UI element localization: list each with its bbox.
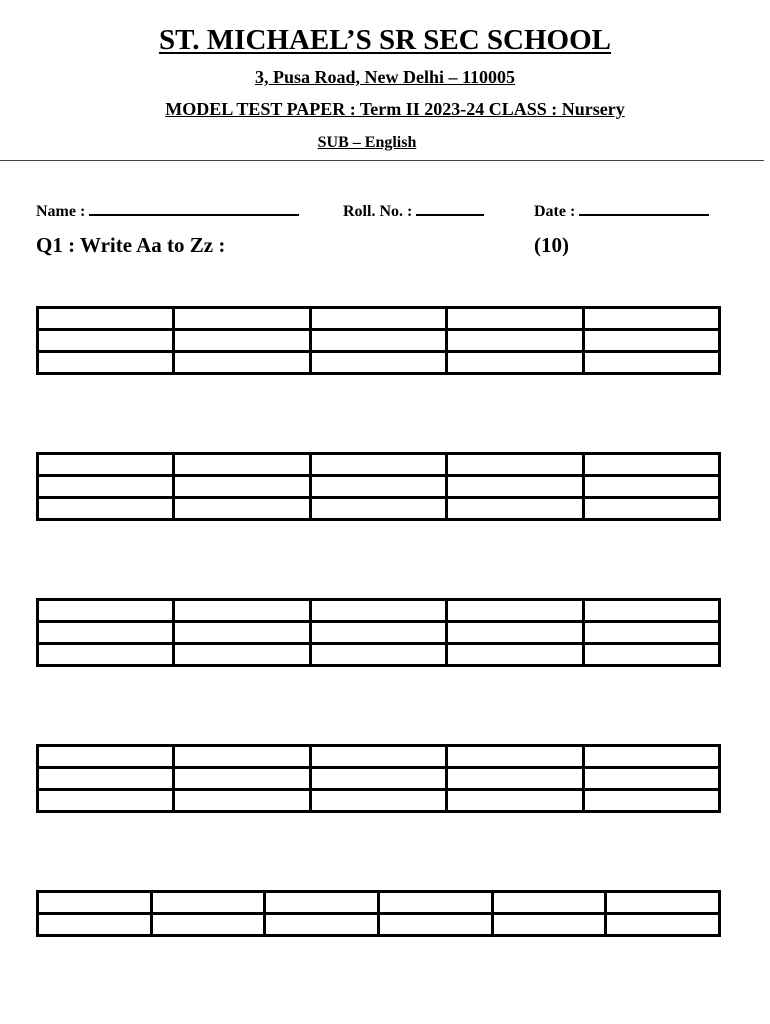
- writing-cell[interactable]: [583, 498, 719, 520]
- header-divider: [0, 160, 764, 161]
- writing-cell[interactable]: [583, 352, 719, 374]
- grid-row: [38, 768, 720, 790]
- grid-row: [38, 352, 720, 374]
- roll-label: Roll. No. :: [343, 203, 413, 220]
- grid-row: [38, 892, 720, 914]
- writing-cell[interactable]: [310, 644, 446, 666]
- writing-cell[interactable]: [583, 768, 719, 790]
- writing-cell[interactable]: [174, 498, 310, 520]
- name-blank[interactable]: [89, 200, 299, 216]
- writing-cell[interactable]: [310, 768, 446, 790]
- grid-row: [38, 476, 720, 498]
- question-text: Q1 : Write Aa to Zz :: [36, 233, 226, 257]
- writing-cell[interactable]: [583, 600, 719, 622]
- writing-cell[interactable]: [265, 914, 379, 936]
- writing-cell[interactable]: [583, 476, 719, 498]
- grid-row: [38, 308, 720, 330]
- question-marks: (10): [534, 233, 569, 257]
- writing-cell[interactable]: [583, 644, 719, 666]
- writing-cell[interactable]: [606, 914, 720, 936]
- writing-cell[interactable]: [447, 768, 583, 790]
- writing-cell[interactable]: [447, 644, 583, 666]
- answer-grid: [36, 306, 721, 375]
- writing-cell[interactable]: [310, 622, 446, 644]
- writing-cell[interactable]: [174, 622, 310, 644]
- writing-cell[interactable]: [174, 600, 310, 622]
- writing-cell[interactable]: [265, 892, 379, 914]
- writing-cell[interactable]: [447, 622, 583, 644]
- writing-cell[interactable]: [310, 308, 446, 330]
- answer-grid: [36, 598, 721, 667]
- writing-cell[interactable]: [174, 644, 310, 666]
- writing-cell[interactable]: [606, 892, 720, 914]
- writing-cell[interactable]: [447, 790, 583, 812]
- writing-cell[interactable]: [38, 914, 152, 936]
- writing-cell[interactable]: [447, 746, 583, 768]
- grid-row: [38, 644, 720, 666]
- writing-cell[interactable]: [174, 352, 310, 374]
- writing-cell[interactable]: [174, 746, 310, 768]
- grid-row: [38, 746, 720, 768]
- writing-cell[interactable]: [447, 476, 583, 498]
- roll-blank[interactable]: [416, 200, 484, 216]
- grid-row: [38, 790, 720, 812]
- writing-cell[interactable]: [38, 768, 174, 790]
- writing-cell[interactable]: [38, 352, 174, 374]
- writing-cell[interactable]: [38, 330, 174, 352]
- writing-cell[interactable]: [38, 892, 152, 914]
- writing-cell[interactable]: [38, 622, 174, 644]
- writing-cell[interactable]: [310, 330, 446, 352]
- date-blank[interactable]: [579, 200, 709, 216]
- writing-cell[interactable]: [447, 330, 583, 352]
- writing-cell[interactable]: [310, 498, 446, 520]
- answer-grid: [36, 452, 721, 521]
- writing-cell[interactable]: [583, 454, 719, 476]
- writing-cell[interactable]: [583, 790, 719, 812]
- writing-cell[interactable]: [378, 914, 492, 936]
- roll-field[interactable]: [343, 200, 484, 221]
- grid-row: [38, 622, 720, 644]
- writing-cell[interactable]: [174, 476, 310, 498]
- grid-row: [38, 330, 720, 352]
- writing-cell[interactable]: [174, 308, 310, 330]
- name-label: Name :: [36, 203, 86, 220]
- writing-cell[interactable]: [151, 892, 265, 914]
- writing-cell[interactable]: [174, 768, 310, 790]
- writing-cell[interactable]: [447, 498, 583, 520]
- writing-cell[interactable]: [447, 308, 583, 330]
- writing-cell[interactable]: [583, 330, 719, 352]
- date-field[interactable]: [534, 200, 709, 221]
- writing-cell[interactable]: [310, 476, 446, 498]
- writing-cell[interactable]: [310, 454, 446, 476]
- writing-cell[interactable]: [583, 622, 719, 644]
- answer-grid: [36, 890, 721, 937]
- school-name: ST. MICHAEL’S SR SEC SCHOOL: [158, 24, 612, 56]
- grid-row: [38, 498, 720, 520]
- school-address: 3, Pusa Road, New Delhi – 110005: [254, 67, 515, 87]
- writing-cell[interactable]: [38, 308, 174, 330]
- writing-cell[interactable]: [310, 600, 446, 622]
- writing-cell[interactable]: [492, 892, 606, 914]
- subject-label: SUB – English: [317, 134, 417, 151]
- writing-cell[interactable]: [447, 454, 583, 476]
- grid-row: [38, 600, 720, 622]
- writing-cell[interactable]: [174, 790, 310, 812]
- writing-cell[interactable]: [174, 454, 310, 476]
- writing-cell[interactable]: [583, 308, 719, 330]
- writing-cell[interactable]: [38, 746, 174, 768]
- writing-cell[interactable]: [378, 892, 492, 914]
- writing-cell[interactable]: [38, 790, 174, 812]
- writing-cell[interactable]: [447, 352, 583, 374]
- writing-cell[interactable]: [310, 352, 446, 374]
- paper-info: MODEL TEST PAPER : Term II 2023-24 CLASS : Nursery: [165, 99, 625, 119]
- writing-cell[interactable]: [310, 790, 446, 812]
- writing-cell[interactable]: [38, 498, 174, 520]
- writing-cell[interactable]: [38, 476, 174, 498]
- writing-cell[interactable]: [38, 454, 174, 476]
- grid-row: [38, 914, 720, 936]
- writing-cell[interactable]: [583, 746, 719, 768]
- writing-cell[interactable]: [151, 914, 265, 936]
- writing-cell[interactable]: [492, 914, 606, 936]
- grid-row: [38, 454, 720, 476]
- writing-cell[interactable]: [38, 644, 174, 666]
- writing-cell[interactable]: [447, 600, 583, 622]
- writing-cell[interactable]: [310, 746, 446, 768]
- name-field[interactable]: [36, 200, 299, 221]
- writing-cell[interactable]: [38, 600, 174, 622]
- date-label: Date :: [534, 203, 576, 220]
- answer-grid: [36, 744, 721, 813]
- writing-cell[interactable]: [174, 330, 310, 352]
